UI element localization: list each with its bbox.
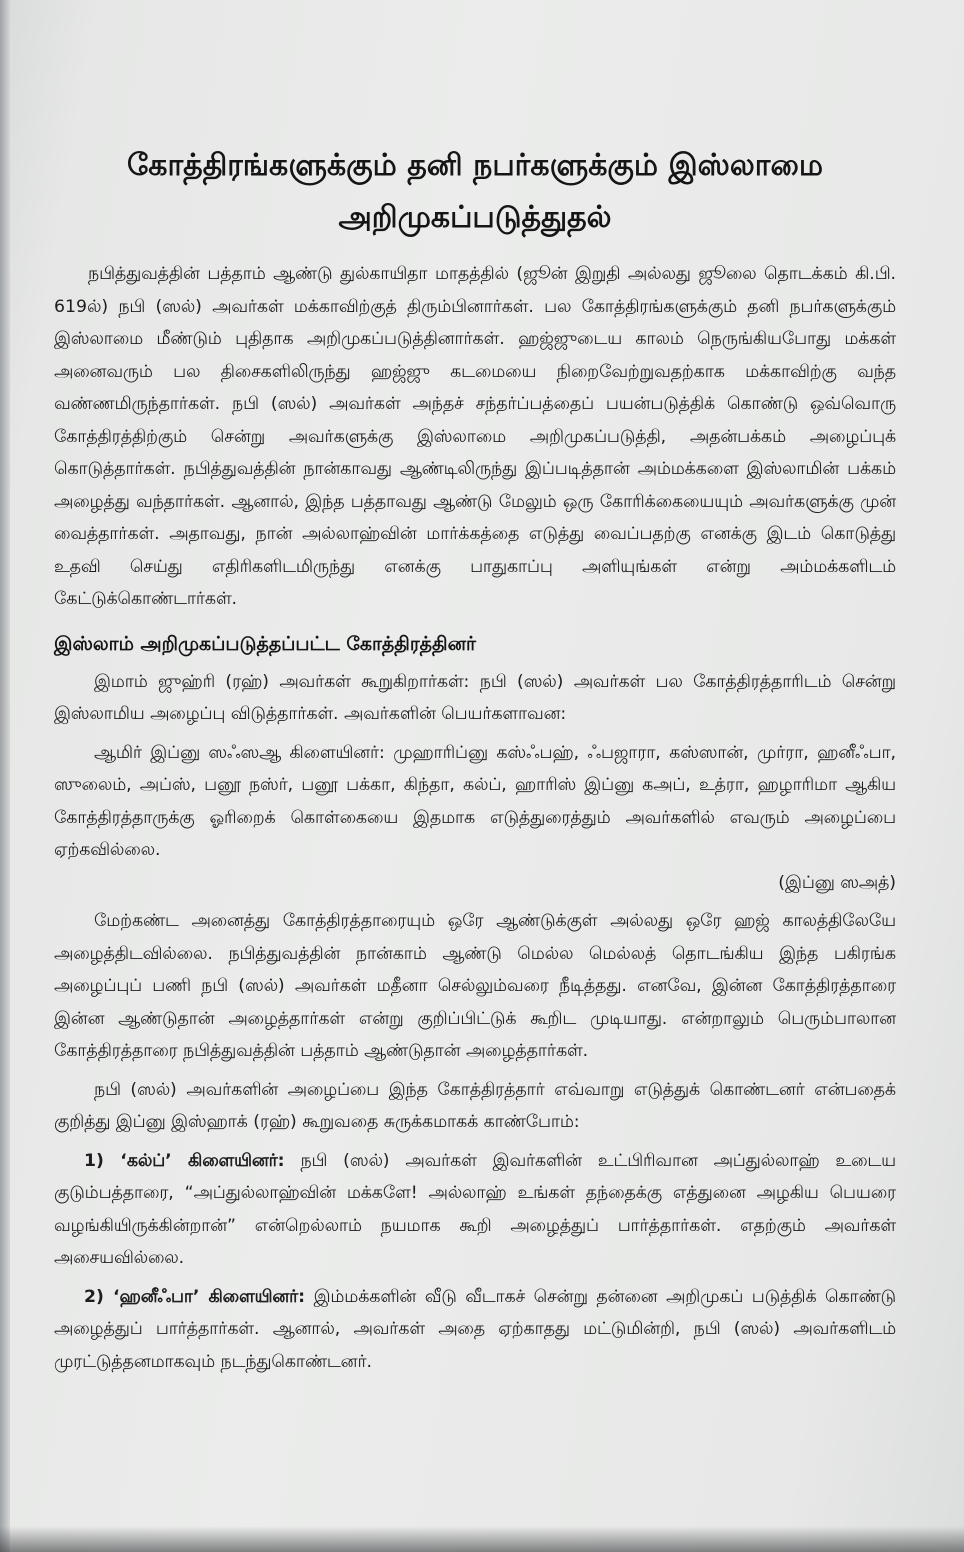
- chapter-title-line-1: கோத்திரங்களுக்கும் தனி நபர்களுக்கும் இஸ்லாமை: [127, 148, 823, 183]
- list-item-hanifa-label: 2) ‘ஹனீஃபா’ கிளையினர்:: [84, 1286, 306, 1307]
- tribes-source: (இப்னு ஸஅத்): [778, 872, 896, 893]
- chapter-title-line-2: அறிமுகப்படுத்துதல்: [338, 200, 612, 235]
- gradual-paragraph: மேற்கண்ட அனைத்து கோத்திரத்தாரையும் ஒரே ஆண்டுக்குள் அல்லது ஒரே ஹஜ் காலத்திலேயே அழைத்திடவில்லை. நபித்துவத்தின் நான்காம் ஆண்டு மெல்ல மெல்லத் தொடங்கிய இந்த பகிரங்க அழைப்புப் பணி நபி (ஸல்) அவர்கள் மதீனா செல்லும்வரை நீடித்தது. எனவே, இன்ன கோத்திரத்தாரை இன்ன ஆண்டுதான் அழைத்தார்கள் என்று குறிப்பிட்டுக் கூறிட முடியாது. என்றாலும் பெரும்பாலான கோத்திரத்தாரை நபித்துவத்தின் பத்தாம் ஆண்டுதான் அழைத்தார்கள்.: [54, 911, 896, 1061]
- page-bottom-shadow: [0, 1526, 964, 1552]
- page-content: [54, 140, 896, 1384]
- imam-paragraph: இமாம் ஜுஹ்ரி (ரஹ்) அவர்கள் கூறுகிறார்கள்: நபி (ஸல்) அவர்கள் பல கோத்திரத்தாரிடம் சென்று இஸ்லாமிய அழைப்பு விடுத்தார்கள். அவர்களின் பெயர்களாவன:: [54, 671, 896, 724]
- intro-paragraph: நபித்துவத்தின் பத்தாம் ஆண்டு துல்காயிதா மாதத்தில் (ஜூன் இறுதி அல்லது ஜூலை தொடக்கம் கி.பி. 619ல்) நபி (ஸல்) அவர்கள் மக்காவிற்குத் திரும்பினார்கள். பல கோத்திரங்களுக்கும் தனி நபர்களுக்கும் இஸ்லாமை மீண்டும் புதிதாக அறிமுகப்படுத்தினார்கள். ஹஜ்ஜுடைய காலம் நெருங்கியபோது மக்கள் அனைவரும் பல திசைகளிலிருந்து ஹஜ்ஜு கடமையை நிறைவேற்றுவதற்காக மக்காவிற்கு வந்த வண்ணமிருந்தார்கள். நபி (ஸல்) அவர்கள் அந்தச் சந்தர்ப்பத்தைப் பயன்படுத்திக் கொண்டு ஒவ்வொரு கோத்திரத்திற்கும் சென்று அவர்களுக்கு இஸ்லாமை அறிமுகப்படுத்தி, அதன்பக்கம் அழைப்புக் கொடுத்தார்கள். நபித்துவத்தின் நான்காவது ஆண்டிலிருந்து இப்படித்தான் அம்மக்களை இஸ்லாமின் பக்கம் அழைத்து வந்தார்கள். ஆனால், இந்த பத்தாவது ஆண்டு மேலும் ஒரு கோரிக்கையையும் அவர்களுக்கு முன் வைத்தார்கள். அதாவது, நான் அல்லாஹ்வின் மார்க்கத்தை எடுத்து வைப்பதற்கு எனக்கு இடம் கொடுத்து உதவி செய்து எதிரிகளிடமிருந்து எனக்கு பாதுகாப்பு அளியுங்கள் என்று அம்மக்களிடம் கேட்டுக்கொண்டார்கள்.: [54, 264, 896, 609]
- list-item-kalb-label: 1) ‘கல்ப்’ கிளையினர்:: [84, 1150, 285, 1171]
- chapter-title: [54, 140, 896, 244]
- tribes-paragraph: [54, 737, 896, 900]
- ibn-ishaq-paragraph: நபி (ஸல்) அவர்களின் அழைப்பை இந்த கோத்திரத்தார் எவ்வாறு எடுத்துக் கொண்டனர் என்பதைக் குறித்து இப்னு இஸ்ஹாக் (ரஹ்) கூறுவதை சுருக்கமாகக் காண்போம்:: [54, 1079, 896, 1132]
- list-item-hanifa: [54, 1281, 896, 1379]
- list-item-kalb-text: நபி (ஸல்) அவர்கள் இவர்களின் உட்பிரிவான அப்துல்லாஹ் உடைய குடும்பத்தாரை, “அப்துல்லாஹ்வின் மக்களே! அல்லாஹ் உங்கள் தந்தைக்கு எத்துனை அழகிய பெயரை வழங்கியிருக்கின்றான்” என்றெல்லாம் நயமாக கூறி அழைத்துப் பார்த்தார்கள். எதற்கும் அவர்கள் அசையவில்லை.: [54, 1150, 896, 1268]
- section-heading: இஸ்லாம் அறிமுகப்படுத்தப்பட்ட கோத்திரத்தினர்: [54, 632, 476, 655]
- page-edge-shadow: [0, 0, 10, 1552]
- list-item-hanifa-text: இம்மக்களின் வீடு வீடாகச் சென்று தன்னை அறிமுகப் படுத்திக் கொண்டு அழைத்துப் பார்த்தார்கள். ஆனால், அவர்கள் அதை ஏற்காதது மட்டுமின்றி, நபி (ஸல்) அவர்களிடம் முரட்டுத்தனமாகவும் நடந்துகொண்டனர்.: [54, 1286, 896, 1372]
- list-item-kalb: [54, 1145, 896, 1275]
- tribes-text: ஆமிர் இப்னு ஸஃஸஆ கிளையினர்: முஹாரிப்னு கஸ்ஃபஹ், ஃபஜாரா, கஸ்ஸான், முர்ரா, ஹனீஃபா, ஸுலைம், அப்ஸ், பனூ நஸ்ர், பனூ பக்கா, கிந்தா, கல்ப், ஹாரிஸ் இப்னு கஅப், உத்ரா, ஹழாரிமா ஆகிய கோத்திரத்தாருக்கு ஓரிறைக் கொள்கையை இதமாக எடுத்துரைத்தும் அவர்களில் எவரும் அழைப்பை ஏற்கவில்லை.: [54, 742, 896, 860]
